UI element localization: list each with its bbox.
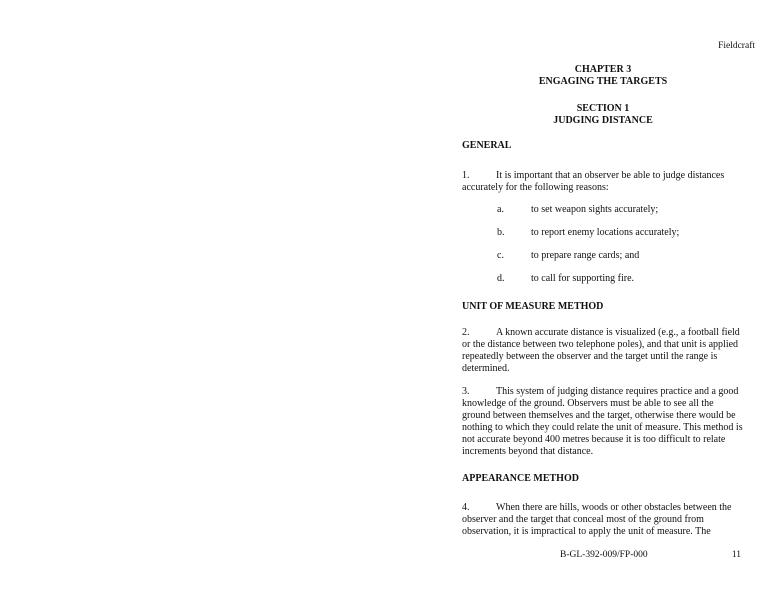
running-head: Fieldcraft: [718, 41, 755, 51]
paragraph-2: [462, 327, 744, 375]
paragraph-text: A known accurate distance is visualized (e.g., a football field or the distance between two telephone poles), and that unit is applied repeatedly between the observer and the target until the range is determined.: [462, 327, 740, 374]
list-text: to prepare range cards; and: [531, 250, 640, 261]
section-heading: [462, 103, 744, 127]
general-heading: GENERAL: [462, 140, 512, 151]
list-text: to report enemy locations accurately;: [531, 227, 680, 238]
list-item-c: [497, 250, 639, 262]
list-item-d: [497, 273, 634, 285]
document-code: B-GL-392-009/FP-000: [560, 550, 648, 560]
paragraph-number: 3.: [462, 386, 470, 397]
list-item-b: [497, 227, 679, 239]
paragraph-3: [462, 386, 744, 458]
paragraph-1: [462, 170, 744, 194]
appearance-method-heading: APPEARANCE METHOD: [462, 473, 579, 484]
paragraph-4: [462, 502, 744, 538]
list-item-a: [497, 204, 658, 216]
paragraph-number: 4.: [462, 502, 470, 513]
unit-method-heading: UNIT OF MEASURE METHOD: [462, 301, 604, 312]
paragraph-text: This system of judging distance requires practice and a good knowledge of the ground. Observers must be able to see all the ground between themselves and the target, otherwise there would be nothing to which they could relate the unit of measure. This method is not accurate beyond 400 metres because it is too difficult to relate increments beyond that distance.: [462, 386, 743, 457]
chapter-number: CHAPTER 3: [574, 64, 632, 75]
chapter-heading: [462, 64, 744, 88]
paragraph-number: 1.: [462, 170, 470, 181]
page-number: 11: [731, 550, 741, 560]
list-text: to set weapon sights accurately;: [531, 204, 659, 215]
paragraph-text: It is important that an observer be able to judge distances accurately for the following reasons:: [462, 170, 725, 193]
chapter-title: ENGAGING THE TARGETS: [538, 76, 668, 87]
list-letter: d.: [497, 273, 505, 284]
section-title: JUDGING DISTANCE: [553, 115, 653, 126]
section-number: SECTION 1: [576, 103, 630, 114]
list-letter: a.: [497, 204, 504, 215]
list-letter: c.: [497, 250, 504, 261]
list-text: to call for supporting fire.: [531, 273, 635, 284]
paragraph-number: 2.: [462, 327, 470, 338]
paragraph-text: When there are hills, woods or other obstacles between the observer and the target that conceal most of the ground from observation, it is impractical to apply the unit of measure. The: [462, 502, 732, 537]
list-letter: b.: [497, 227, 505, 238]
